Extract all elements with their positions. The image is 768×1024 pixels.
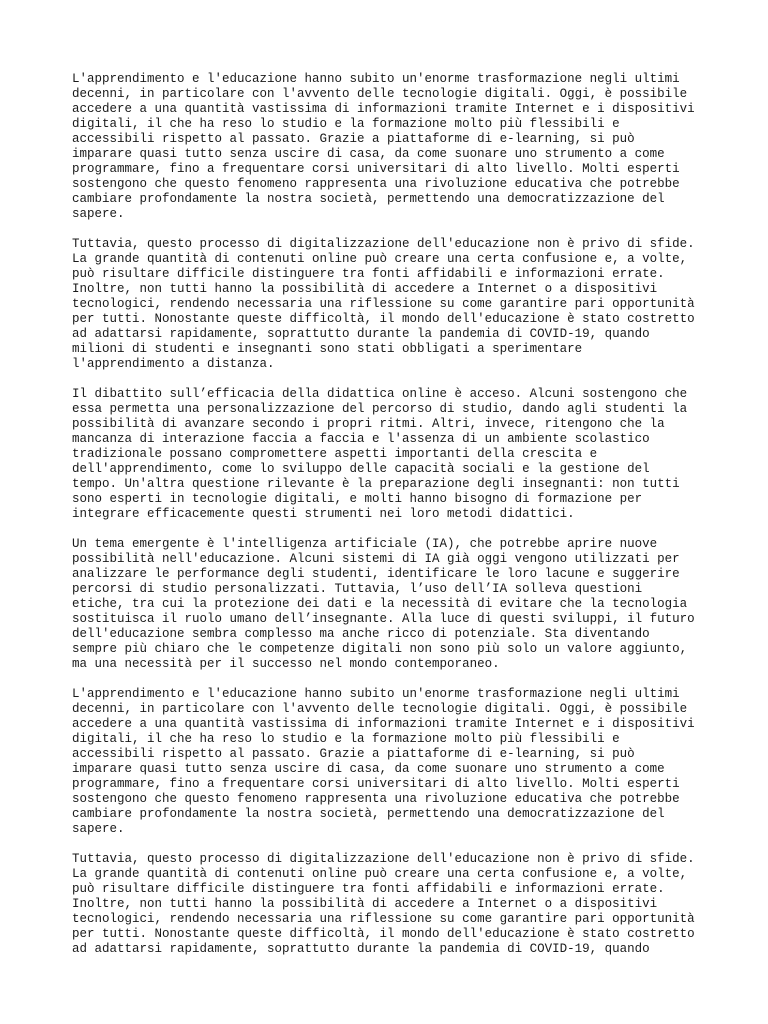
text-line: sostengono che questo fenomeno rappresenta una rivoluzione educativa che potrebbe: [72, 177, 680, 191]
text-line: può risultare difficile distinguere tra fonti affidabili e informazioni errate.: [72, 882, 665, 896]
text-line: Inoltre, non tutti hanno la possibilità di accedere a Internet o a dispositivi: [72, 897, 658, 911]
text-line: digitali, il che ha reso lo studio e la formazione molto più flessibili e: [72, 117, 620, 131]
paragraph-2: [72, 237, 712, 372]
text-line: sapere.: [72, 822, 125, 836]
text-line: possibilità di avanzare secondo i propri ritmi. Altri, invece, ritengono che la: [72, 417, 665, 431]
text-line: imparare quasi tutto senza uscire di casa, da come suonare uno strumento a come: [72, 762, 665, 776]
text-line: Il dibattito sull’efficacia della didattica online è acceso. Alcuni sostengono che: [72, 387, 688, 401]
text-line: sapere.: [72, 207, 125, 221]
text-line: ma una necessità per il successo nel mondo contemporaneo.: [72, 657, 500, 671]
text-line: accedere a una quantità vastissima di informazioni tramite Internet e i dispositivi: [72, 102, 695, 116]
text-line: integrare efficacemente questi strumenti nei loro metodi didattici.: [72, 507, 575, 521]
text-line: La grande quantità di contenuti online può creare una certa confusione e, a volte,: [72, 867, 688, 881]
text-line: sempre più chiaro che le competenze digitali non sono più solo un valore aggiunto,: [72, 642, 688, 656]
text-line: può risultare difficile distinguere tra fonti affidabili e informazioni errate.: [72, 267, 665, 281]
text-line: sostituisca il ruolo umano dell’insegnante. Alla luce di questi sviluppi, il futuro: [72, 612, 695, 626]
text-line: tempo. Un'altra questione rilevante è la preparazione degli insegnanti: non tutti: [72, 477, 680, 491]
text-line: etiche, tra cui la protezione dei dati e la necessità di evitare che la tecnologia: [72, 597, 688, 611]
text-line: l'apprendimento a distanza.: [72, 357, 275, 371]
text-line: decenni, in particolare con l'avvento delle tecnologie digitali. Oggi, è possibile: [72, 702, 688, 716]
text-line: dell'educazione sembra complesso ma anche ricco di potenziale. Sta diventando: [72, 627, 650, 641]
text-line: accedere a una quantità vastissima di informazioni tramite Internet e i dispositivi: [72, 717, 695, 731]
text-line: decenni, in particolare con l'avvento delle tecnologie digitali. Oggi, è possibile: [72, 87, 688, 101]
paragraph-4: [72, 537, 712, 672]
text-line: dell'apprendimento, come lo sviluppo delle capacità sociali e la gestione del: [72, 462, 650, 476]
text-line: sostengono che questo fenomeno rappresenta una rivoluzione educativa che potrebbe: [72, 792, 680, 806]
text-line: accessibili rispetto al passato. Grazie a piattaforme di e-learning, si può: [72, 747, 635, 761]
text-line: mancanza di interazione faccia a faccia e l'assenza di un ambiente scolastico: [72, 432, 650, 446]
text-line: L'apprendimento e l'educazione hanno subito un'enorme trasformazione negli ultimi: [72, 72, 680, 86]
text-line: milioni di studenti e insegnanti sono stati obbligati a sperimentare: [72, 342, 583, 356]
text-line: cambiare profondamente la nostra società, permettendo una democratizzazione del: [72, 807, 665, 821]
text-line: tecnologici, rendendo necessaria una riflessione su come garantire pari opportunità: [72, 297, 695, 311]
text-line: accessibili rispetto al passato. Grazie a piattaforme di e-learning, si può: [72, 132, 635, 146]
text-line: percorsi di studio personalizzati. Tuttavia, l’uso dell’IA solleva questioni: [72, 582, 643, 596]
text-line: essa permetta una personalizzazione del percorso di studio, dando agli studenti la: [72, 402, 688, 416]
text-line: digitali, il che ha reso lo studio e la formazione molto più flessibili e: [72, 732, 620, 746]
text-line: sono esperti in tecnologie digitali, e molti hanno bisogno di formazione per: [72, 492, 643, 506]
text-line: analizzare le performance degli studenti, identificare le loro lacune e suggerire: [72, 567, 680, 581]
text-line: Un tema emergente è l'intelligenza artificiale (IA), che potrebbe aprire nuove: [72, 537, 658, 551]
paragraph-6: [72, 852, 712, 957]
text-line: Tuttavia, questo processo di digitalizzazione dell'educazione non è privo di sfide.: [72, 852, 695, 866]
paragraph-3: [72, 387, 712, 522]
text-line: L'apprendimento e l'educazione hanno subito un'enorme trasformazione negli ultimi: [72, 687, 680, 701]
text-line: imparare quasi tutto senza uscire di casa, da come suonare uno strumento a come: [72, 147, 665, 161]
document-page: [72, 72, 712, 972]
paragraph-5: [72, 687, 712, 837]
text-line: programmare, fino a frequentare corsi universitari di alto livello. Molti esperti: [72, 162, 680, 176]
text-line: ad adattarsi rapidamente, soprattutto durante la pandemia di COVID-19, quando: [72, 327, 650, 341]
text-line: possibilità nell'educazione. Alcuni sistemi di IA già oggi vengono utilizzati per: [72, 552, 680, 566]
text-line: Inoltre, non tutti hanno la possibilità di accedere a Internet o a dispositivi: [72, 282, 658, 296]
text-line: programmare, fino a frequentare corsi universitari di alto livello. Molti esperti: [72, 777, 680, 791]
text-line: cambiare profondamente la nostra società, permettendo una democratizzazione del: [72, 192, 665, 206]
text-line: Tuttavia, questo processo di digitalizzazione dell'educazione non è privo di sfide.: [72, 237, 695, 251]
text-line: tradizionale possano compromettere aspetti importanti della crescita e: [72, 447, 598, 461]
text-line: ad adattarsi rapidamente, soprattutto durante la pandemia di COVID-19, quando: [72, 942, 650, 956]
paragraph-1: [72, 72, 712, 222]
text-line: tecnologici, rendendo necessaria una riflessione su come garantire pari opportunità: [72, 912, 695, 926]
text-line: per tutti. Nonostante queste difficoltà, il mondo dell'educazione è stato costretto: [72, 927, 695, 941]
text-line: per tutti. Nonostante queste difficoltà, il mondo dell'educazione è stato costretto: [72, 312, 695, 326]
text-line: La grande quantità di contenuti online può creare una certa confusione e, a volte,: [72, 252, 688, 266]
